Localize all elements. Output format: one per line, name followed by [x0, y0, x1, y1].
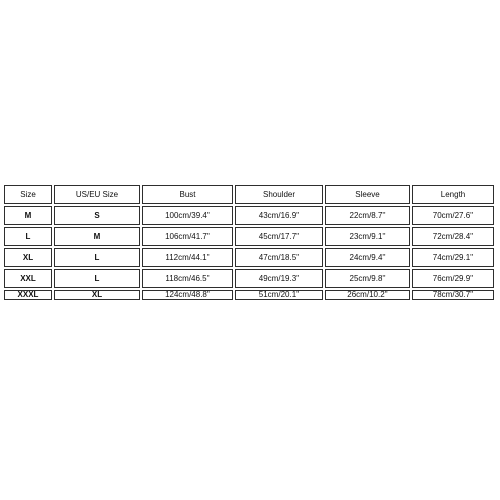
table-cell-size: XXL [4, 269, 52, 288]
table-cell-size: XXXL [4, 290, 52, 300]
header-size: Size [4, 185, 52, 204]
table-cell-sleeve: 26cm/10.2'' [325, 290, 410, 300]
table-cell-length: 78cm/30.7'' [412, 290, 494, 300]
table-cell-us-eu-size: S [54, 206, 140, 225]
table-cell-length: 70cm/27.6'' [412, 206, 494, 225]
table-cell-bust: 118cm/46.5'' [142, 269, 233, 288]
table-cell-bust: 100cm/39.4'' [142, 206, 233, 225]
table-cell-bust: 106cm/41.7'' [142, 227, 233, 246]
table-cell-sleeve: 23cm/9.1'' [325, 227, 410, 246]
size-chart-table [4, 184, 496, 301]
header-shoulder: Shoulder [235, 185, 323, 204]
table-cell-length: 76cm/29.9'' [412, 269, 494, 288]
table-cell-length: 74cm/29.1'' [412, 248, 494, 267]
table-cell-bust: 124cm/48.8'' [142, 290, 233, 300]
table-cell-sleeve: 22cm/8.7'' [325, 206, 410, 225]
table-cell-shoulder: 49cm/19.3'' [235, 269, 323, 288]
table-cell-bust: 112cm/44.1'' [142, 248, 233, 267]
table-cell-length: 72cm/28.4'' [412, 227, 494, 246]
table-cell-shoulder: 43cm/16.9'' [235, 206, 323, 225]
table-cell-us-eu-size: XL [54, 290, 140, 300]
table-cell-us-eu-size: L [54, 269, 140, 288]
header-us-eu-size: US/EU Size [54, 185, 140, 204]
table-cell-shoulder: 47cm/18.5'' [235, 248, 323, 267]
table-cell-size: M [4, 206, 52, 225]
header-length: Length [412, 185, 494, 204]
table-cell-shoulder: 45cm/17.7'' [235, 227, 323, 246]
header-sleeve: Sleeve [325, 185, 410, 204]
table-cell-size: L [4, 227, 52, 246]
table-cell-us-eu-size: L [54, 248, 140, 267]
table-cell-size: XL [4, 248, 52, 267]
header-bust: Bust [142, 185, 233, 204]
table-cell-shoulder: 51cm/20.1'' [235, 290, 323, 300]
table-cell-sleeve: 24cm/9.4'' [325, 248, 410, 267]
table-cell-sleeve: 25cm/9.8'' [325, 269, 410, 288]
table-cell-us-eu-size: M [54, 227, 140, 246]
